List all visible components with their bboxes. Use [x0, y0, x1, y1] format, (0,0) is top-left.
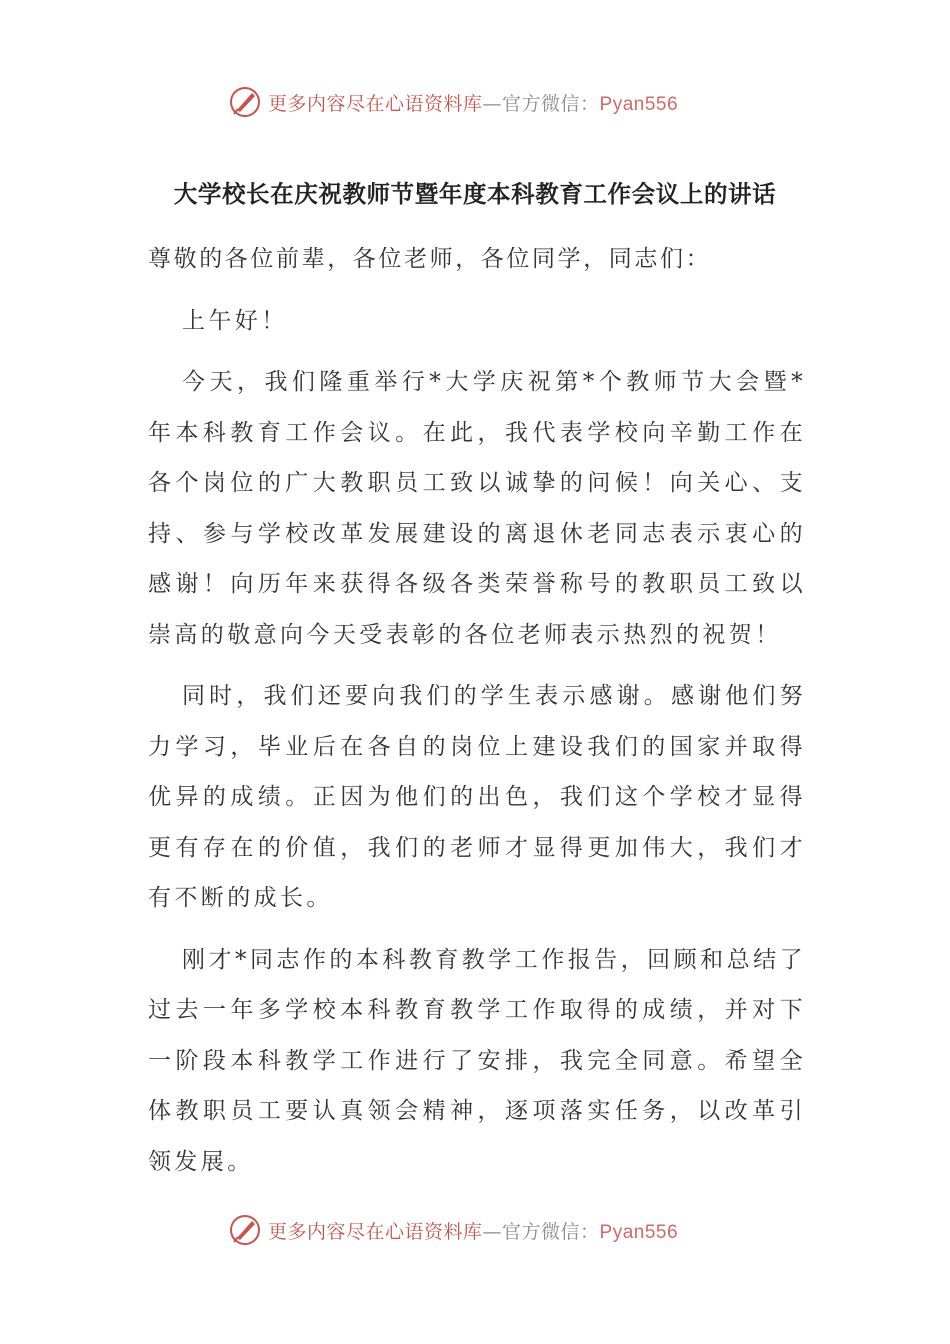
- banner-brand: 更多内容尽在心语资料库: [268, 1220, 483, 1243]
- paragraph: 同时，我们还要向我们的学生表示感谢。感谢他们努力学习，毕业后在各自的岗位上建设我们的国家并取得优异的成绩。正因为他们的出色，我们这个学校才显得更有存在的价值，我们的老师才显得更加伟大，我们才有不断的成长。: [148, 683, 806, 911]
- banner-text: [268, 89, 678, 116]
- paragraph: 今天，我们隆重举行*大学庆祝第*个教师节大会暨*年本科教育工作会议。在此，我代表学校向辛勤工作在各个岗位的广大教职员工致以诚挚的问候！向关心、支持、参与学校改革发展建设的离退休老同志表示衷心的感谢！向历年来获得各级各类荣誉称号的教职员工致以崇高的敬意向今天受表彰的各位老师表示热烈的祝贺！: [148, 369, 806, 648]
- footer-banner: [228, 1210, 748, 1250]
- banner-separator: —: [482, 1220, 503, 1243]
- banner-wechat-id: Pyan556: [599, 93, 679, 115]
- paragraph: 上午好！: [182, 307, 288, 334]
- banner-text: [268, 1217, 678, 1244]
- quill-logo-icon: [228, 1213, 262, 1247]
- banner-wechat-id: Pyan556: [599, 1221, 679, 1243]
- banner-brand: 更多内容尽在心语资料库: [268, 92, 483, 115]
- header-banner: [228, 82, 748, 122]
- banner-label: 官方微信：: [502, 92, 600, 115]
- document-title: 大学校长在庆祝教师节暨年度本科教育工作会议上的讲话: [173, 180, 777, 208]
- banner-label: 官方微信：: [502, 1220, 600, 1243]
- banner-separator: —: [482, 92, 503, 115]
- quill-logo-icon: [228, 85, 262, 119]
- salutation: 尊敬的各位前辈，各位老师，各位同学，同志们：: [148, 246, 712, 272]
- document-body: [148, 234, 806, 1198]
- paragraph: 刚才*同志作的本科教育教学工作报告，回顾和总结了过去一年多学校本科教育教学工作取得的成绩，并对下一阶段本科教学工作进行了安排，我完全同意。希望全体教职员工要认真领会精神，逐项落实任务，以改革引领发展。: [148, 946, 806, 1175]
